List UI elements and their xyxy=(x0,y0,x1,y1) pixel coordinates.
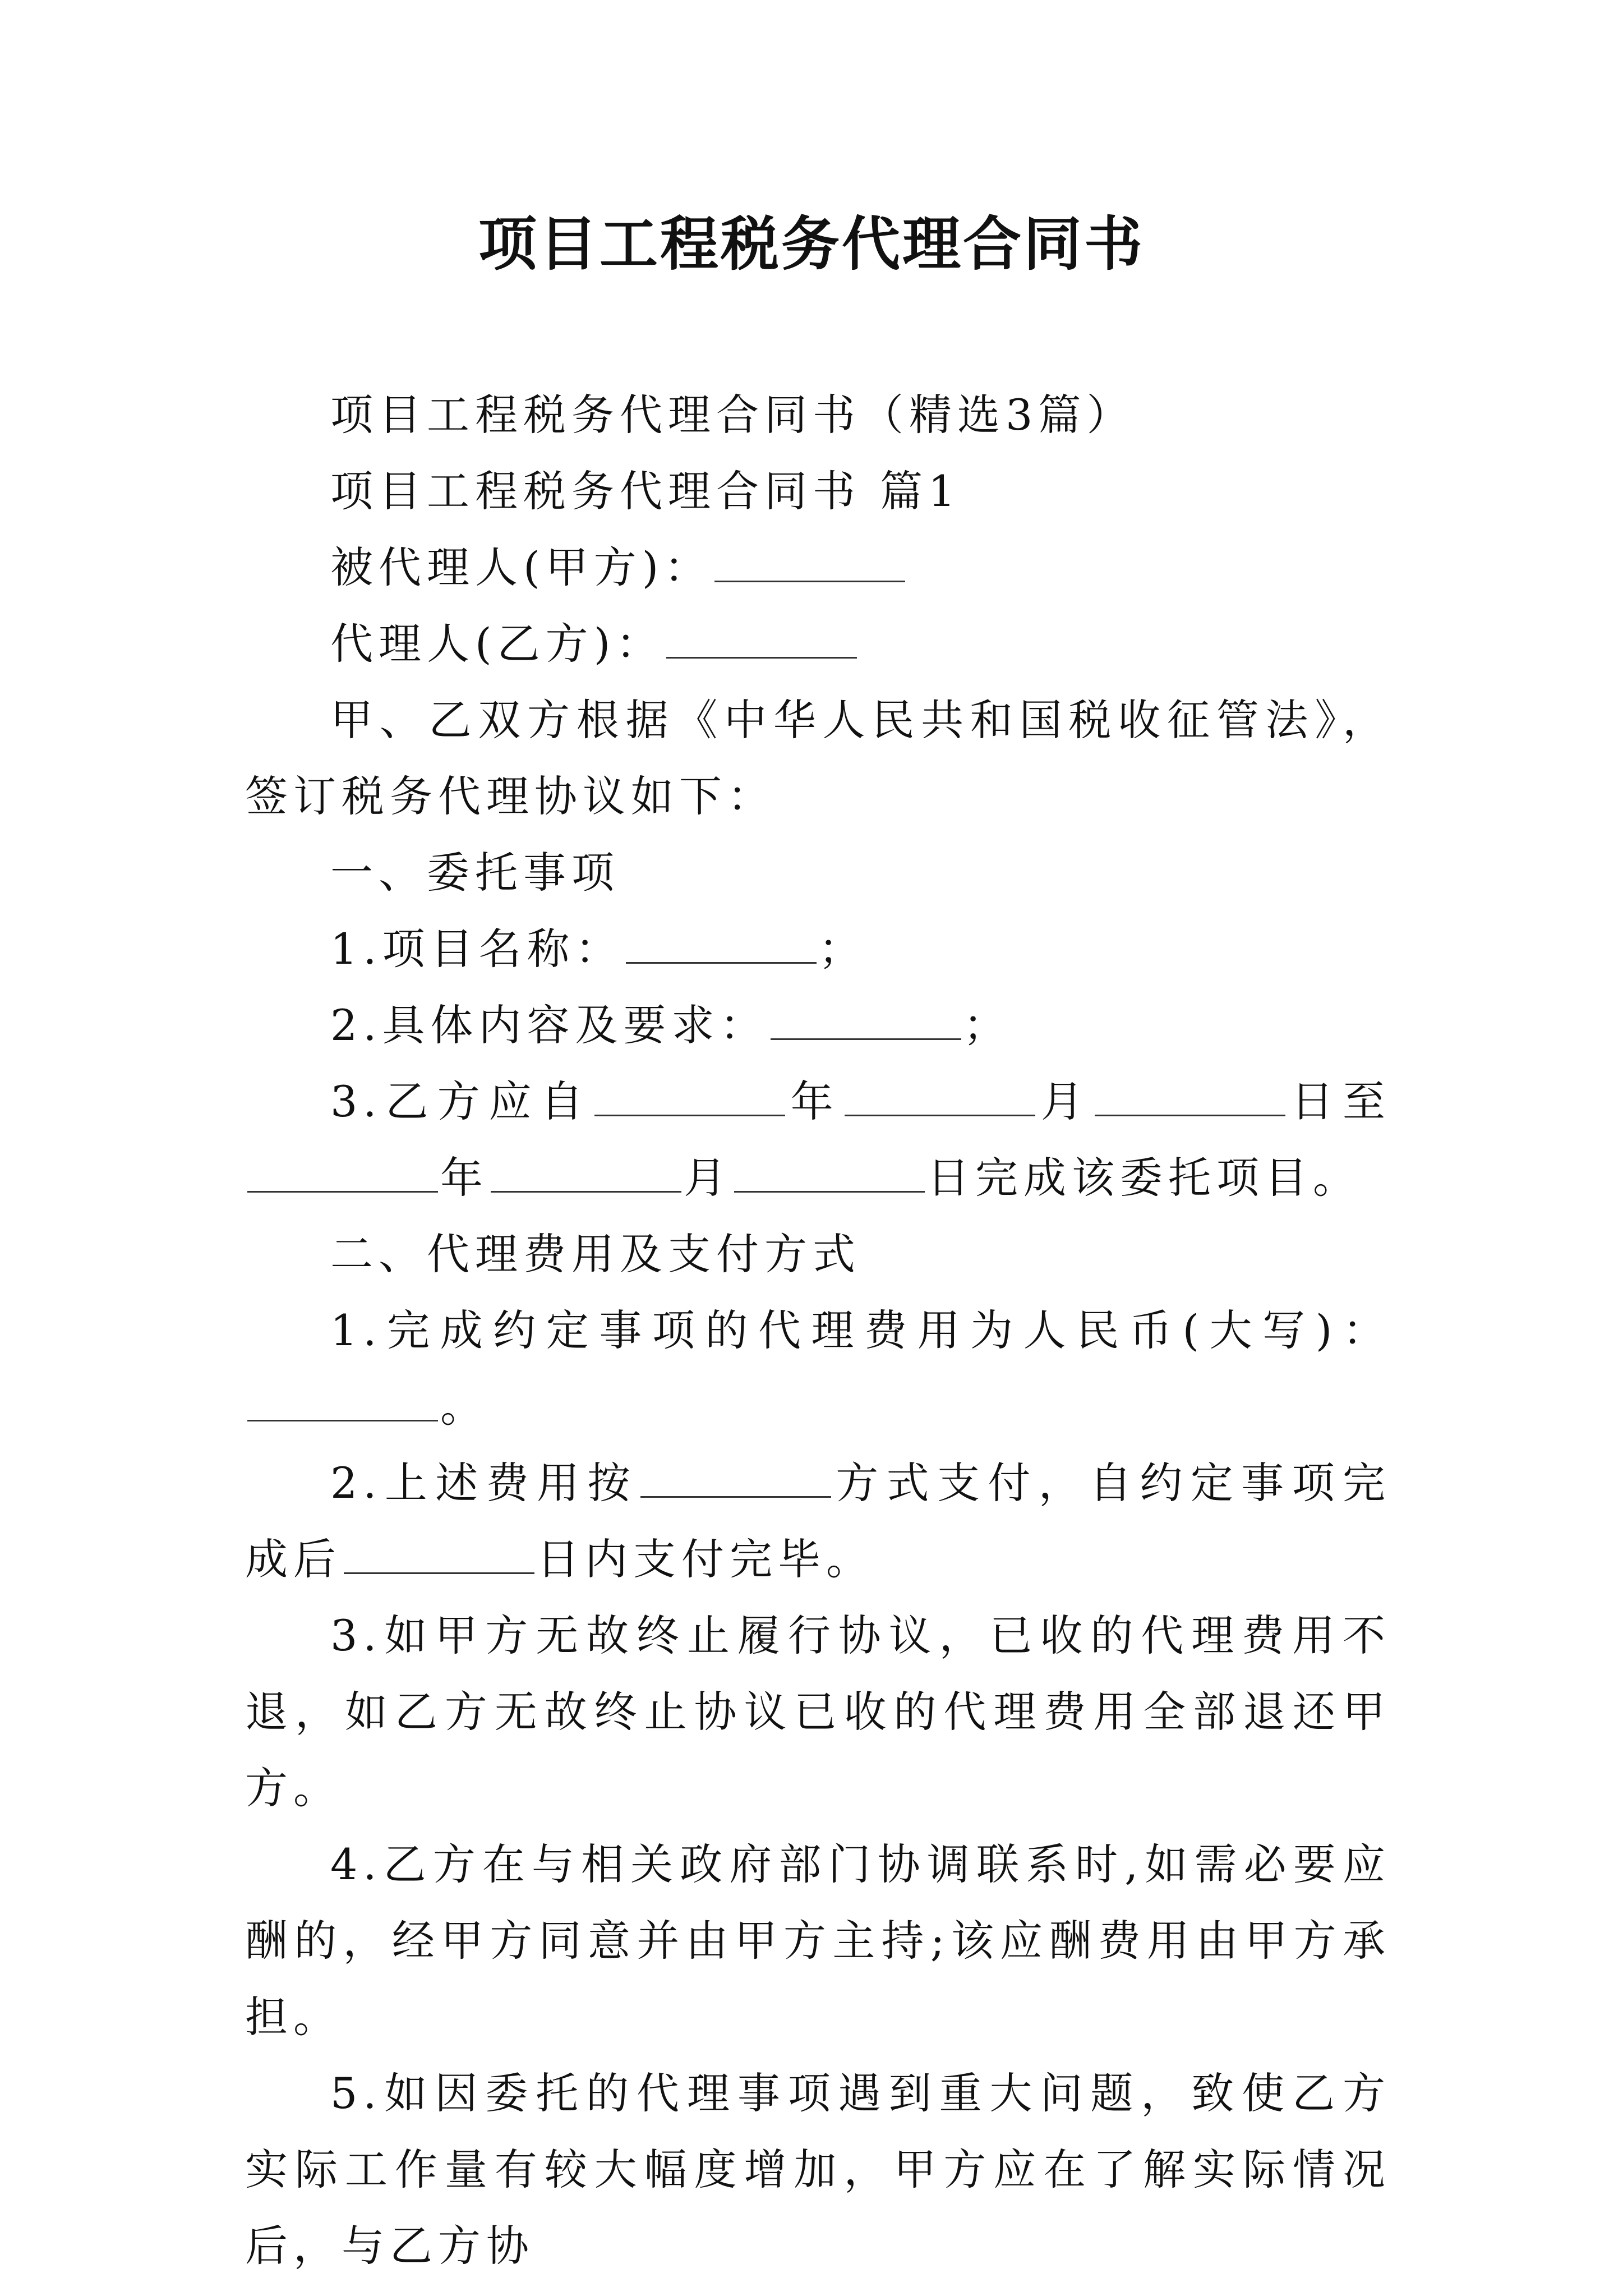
party-a-label: 被代理人(甲方)： xyxy=(330,542,713,592)
item-termination: 3.如甲方无故终止履行协议，已收的代理费用不退，如乙方无故终止协议已收的代理费用全部退还甲方。 xyxy=(245,1611,1391,1813)
heading-fees-payment: 二、代理费用及支付方式 xyxy=(330,1229,861,1279)
project-name-end: ； xyxy=(818,924,867,974)
content-requirements-end: ； xyxy=(963,1000,1012,1050)
period-blank-year2 xyxy=(247,1158,438,1193)
party-b-line xyxy=(245,606,1391,682)
item-payment-method xyxy=(245,1445,1391,1598)
item-entertainment: 4.乙方在与相关政府部门协调联系时,如需必要应酬的，经甲方同意并由甲方主持;该应酬费用由甲方承担。 xyxy=(245,1839,1391,2042)
item-completion-period xyxy=(245,1064,1391,1216)
document-title: 项目工程税务代理合同书 xyxy=(478,209,1145,278)
period-month-label: 月 xyxy=(1037,1076,1092,1126)
period-blank-day2 xyxy=(734,1158,925,1193)
period-text-start: 3.乙方应自 xyxy=(330,1076,592,1126)
heading-entrusted-matters: 一、委托事项 xyxy=(330,848,620,898)
period-blank-year xyxy=(594,1082,785,1116)
period-end-text: 日完成该委托项目。 xyxy=(927,1153,1361,1203)
item-fee-amount xyxy=(245,1292,1391,1445)
fee-amount-label: 1.完成约定事项的代理费用为人民币(大写)： xyxy=(330,1305,1391,1355)
period-blank-month2 xyxy=(491,1158,681,1193)
project-name-blank xyxy=(626,930,817,964)
period-blank-day xyxy=(1095,1082,1285,1116)
period-month2-label: 月 xyxy=(684,1153,732,1203)
period-blank-month xyxy=(845,1082,1035,1116)
item-major-issues: 5.如因委托的代理事项遇到重大问题，致使乙方实际工作量有较大幅度增加，甲方应在了解实际情况后，与乙方协 xyxy=(245,2068,1391,2271)
payment-method-end: 日内支付完毕。 xyxy=(537,1534,874,1584)
payment-method-start: 2.上述费用按 xyxy=(330,1458,638,1508)
document-body xyxy=(245,377,1391,2284)
party-b-label: 代理人(乙方)： xyxy=(330,619,665,669)
payment-method-blank xyxy=(640,1464,831,1498)
period-year-label: 年 xyxy=(787,1076,842,1126)
project-name-label: 1.项目名称： xyxy=(330,924,624,974)
party-b-blank xyxy=(666,624,857,659)
payment-days-blank xyxy=(344,1540,534,1574)
period-year2-label: 年 xyxy=(440,1153,488,1203)
payment-method-middle: 方式支付，自约定事项完成后 xyxy=(245,1458,1391,1584)
intro-paragraph: 甲、乙双方根据《中华人民共和国税收征管法》，签订税务代理协议如下： xyxy=(245,695,1391,821)
period-dayto-label: 日至 xyxy=(1287,1076,1391,1126)
content-requirements-blank xyxy=(771,1006,961,1040)
item-content-requirements xyxy=(245,987,1391,1064)
party-a-line xyxy=(245,530,1391,606)
fee-amount-end: 。 xyxy=(440,1382,488,1432)
section-heading: 项目工程税务代理合同书 篇1 xyxy=(330,466,961,516)
fee-amount-blank xyxy=(247,1387,438,1421)
party-a-blank xyxy=(714,548,905,582)
content-requirements-label: 2.具体内容及要求： xyxy=(330,1000,768,1050)
item-project-name xyxy=(245,911,1391,987)
subtitle: 项目工程税务代理合同书（精选3篇） xyxy=(330,390,1135,440)
